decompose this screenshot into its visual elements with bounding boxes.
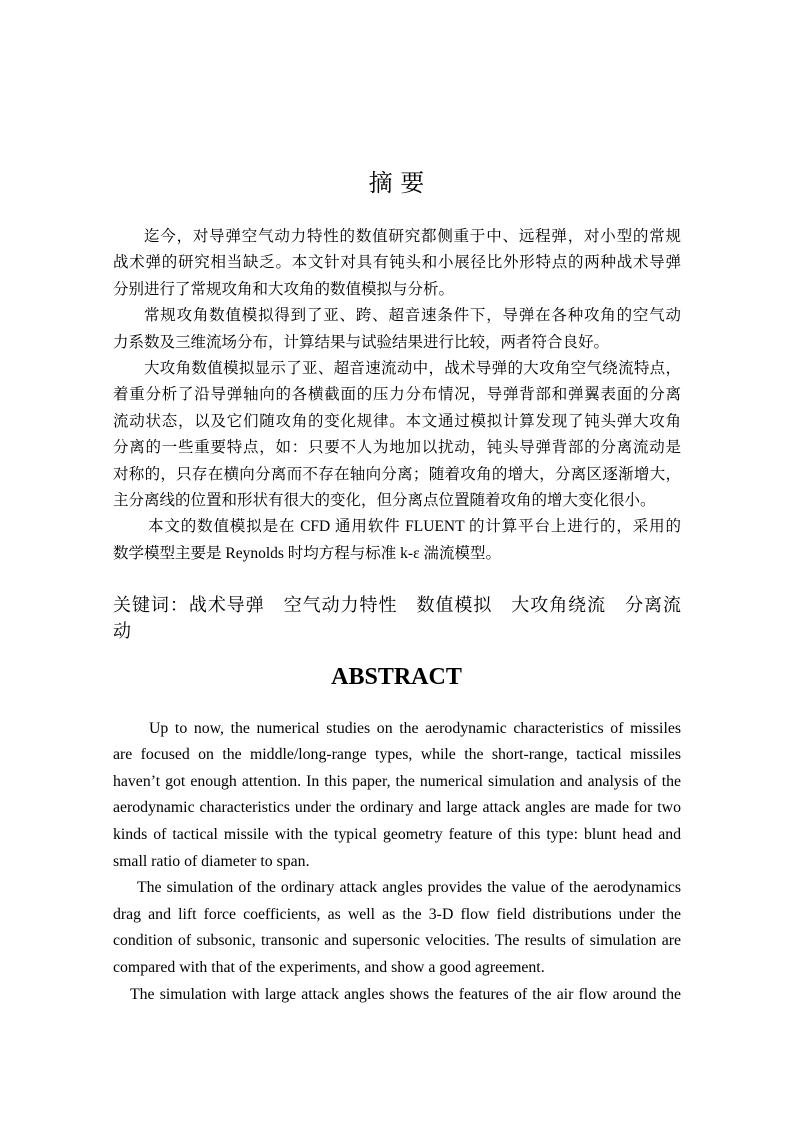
text-line: The simulation with large attack angles shows the features of the air flow around the: [130, 985, 681, 1003]
text-line: 迄今，对导弹空气动力特性的数值研究都侧重于中、远程弹，对小型的常规: [144, 228, 681, 245]
zh-paragraph: [113, 303, 681, 356]
text-line: 分离的一些重要特点，如：只要不人为地加以扰动，钝头导弹背部的分离流动是: [113, 439, 681, 457]
text-line: 数学模型主要是 Reynolds 时均方程与标准 k-ε 湍流模型。: [113, 544, 501, 562]
text-line: 分别进行了常规攻角和大攻角的数值模拟与分析。: [113, 280, 455, 298]
text-line: drag and lift force coefficients, as well as the 3-D flow field distributions under the: [113, 905, 681, 923]
keywords-zh: [113, 593, 681, 645]
abstract-body-zh: [113, 224, 681, 567]
keywords-line: 关键词：战术导弹 空气动力特性 数值模拟 大攻角绕流 分离流: [113, 595, 681, 616]
text-line: 常规攻角数值模拟得到了亚、跨、超音速条件下，导弹在各种攻角的空气动: [144, 307, 681, 325]
text-line: aerodynamic characteristics under the ordinary and large attack angles are made for two: [113, 799, 681, 817]
text-line: 战术弹的研究相当缺乏。本文针对具有钝头和小展径比外形特点的两种战术导弹: [113, 254, 681, 272]
text-line: The simulation of the ordinary attack angles provides the value of the aerodynamics: [137, 879, 681, 897]
text-line: condition of subsonic, transonic and supersonic velocities. The results of simulation are: [113, 932, 681, 950]
text-line: haven’t got enough attention. In this paper, the numerical simulation and analysis of the: [113, 772, 681, 790]
text-line: small ratio of diameter to span.: [113, 852, 310, 870]
en-paragraph: [113, 982, 681, 1009]
text-line: 本文的数值模拟是在 CFD 通用软件 FLUENT 的计算平台上进行的，采用的: [148, 518, 681, 536]
abstract-title-en: ABSTRACT: [331, 664, 462, 690]
text-line: 流动状态，以及它们随攻角的变化规律。本文通过模拟计算发现了钝头弹大攻角: [113, 412, 681, 430]
en-paragraph: [113, 716, 681, 876]
text-line: 大攻角数值模拟显示了亚、超音速流动中，战术导弹的大攻角空气绕流特点，: [144, 359, 681, 377]
text-line: Up to now, the numerical studies on the aerodynamic characteristics of missiles: [149, 719, 681, 737]
abstract-title-zh: 摘 要: [368, 169, 425, 197]
zh-paragraph: [113, 514, 681, 567]
zh-paragraph: [113, 356, 681, 514]
zh-paragraph: [113, 224, 681, 303]
keywords-line: 动: [113, 621, 131, 642]
abstract-body-en: [113, 716, 681, 1009]
text-line: are focused on the middle/long-range types, while the short-range, tactical missiles: [113, 746, 681, 764]
text-line: compared with that of the experiments, and show a good agreement.: [113, 959, 545, 977]
text-line: 对称的，只存在横向分离而不存在轴向分离；随着攻角的增大，分离区逐渐增大，: [113, 465, 681, 483]
text-line: kinds of tactical missile with the typical geometry feature of this type: blunt head and: [113, 826, 681, 844]
en-paragraph: [113, 875, 681, 981]
text-line: 着重分析了沿导弹轴向的各横截面的压力分布情况，导弹背部和弹翼表面的分离: [113, 386, 681, 404]
text-line: 主分离线的位置和形状有很大的变化，但分离点位置随着攻角的增大变化很小。: [113, 491, 656, 509]
text-line: 力系数及三维流场分布，计算结果与试验结果进行比较，两者符合良好。: [113, 333, 610, 351]
